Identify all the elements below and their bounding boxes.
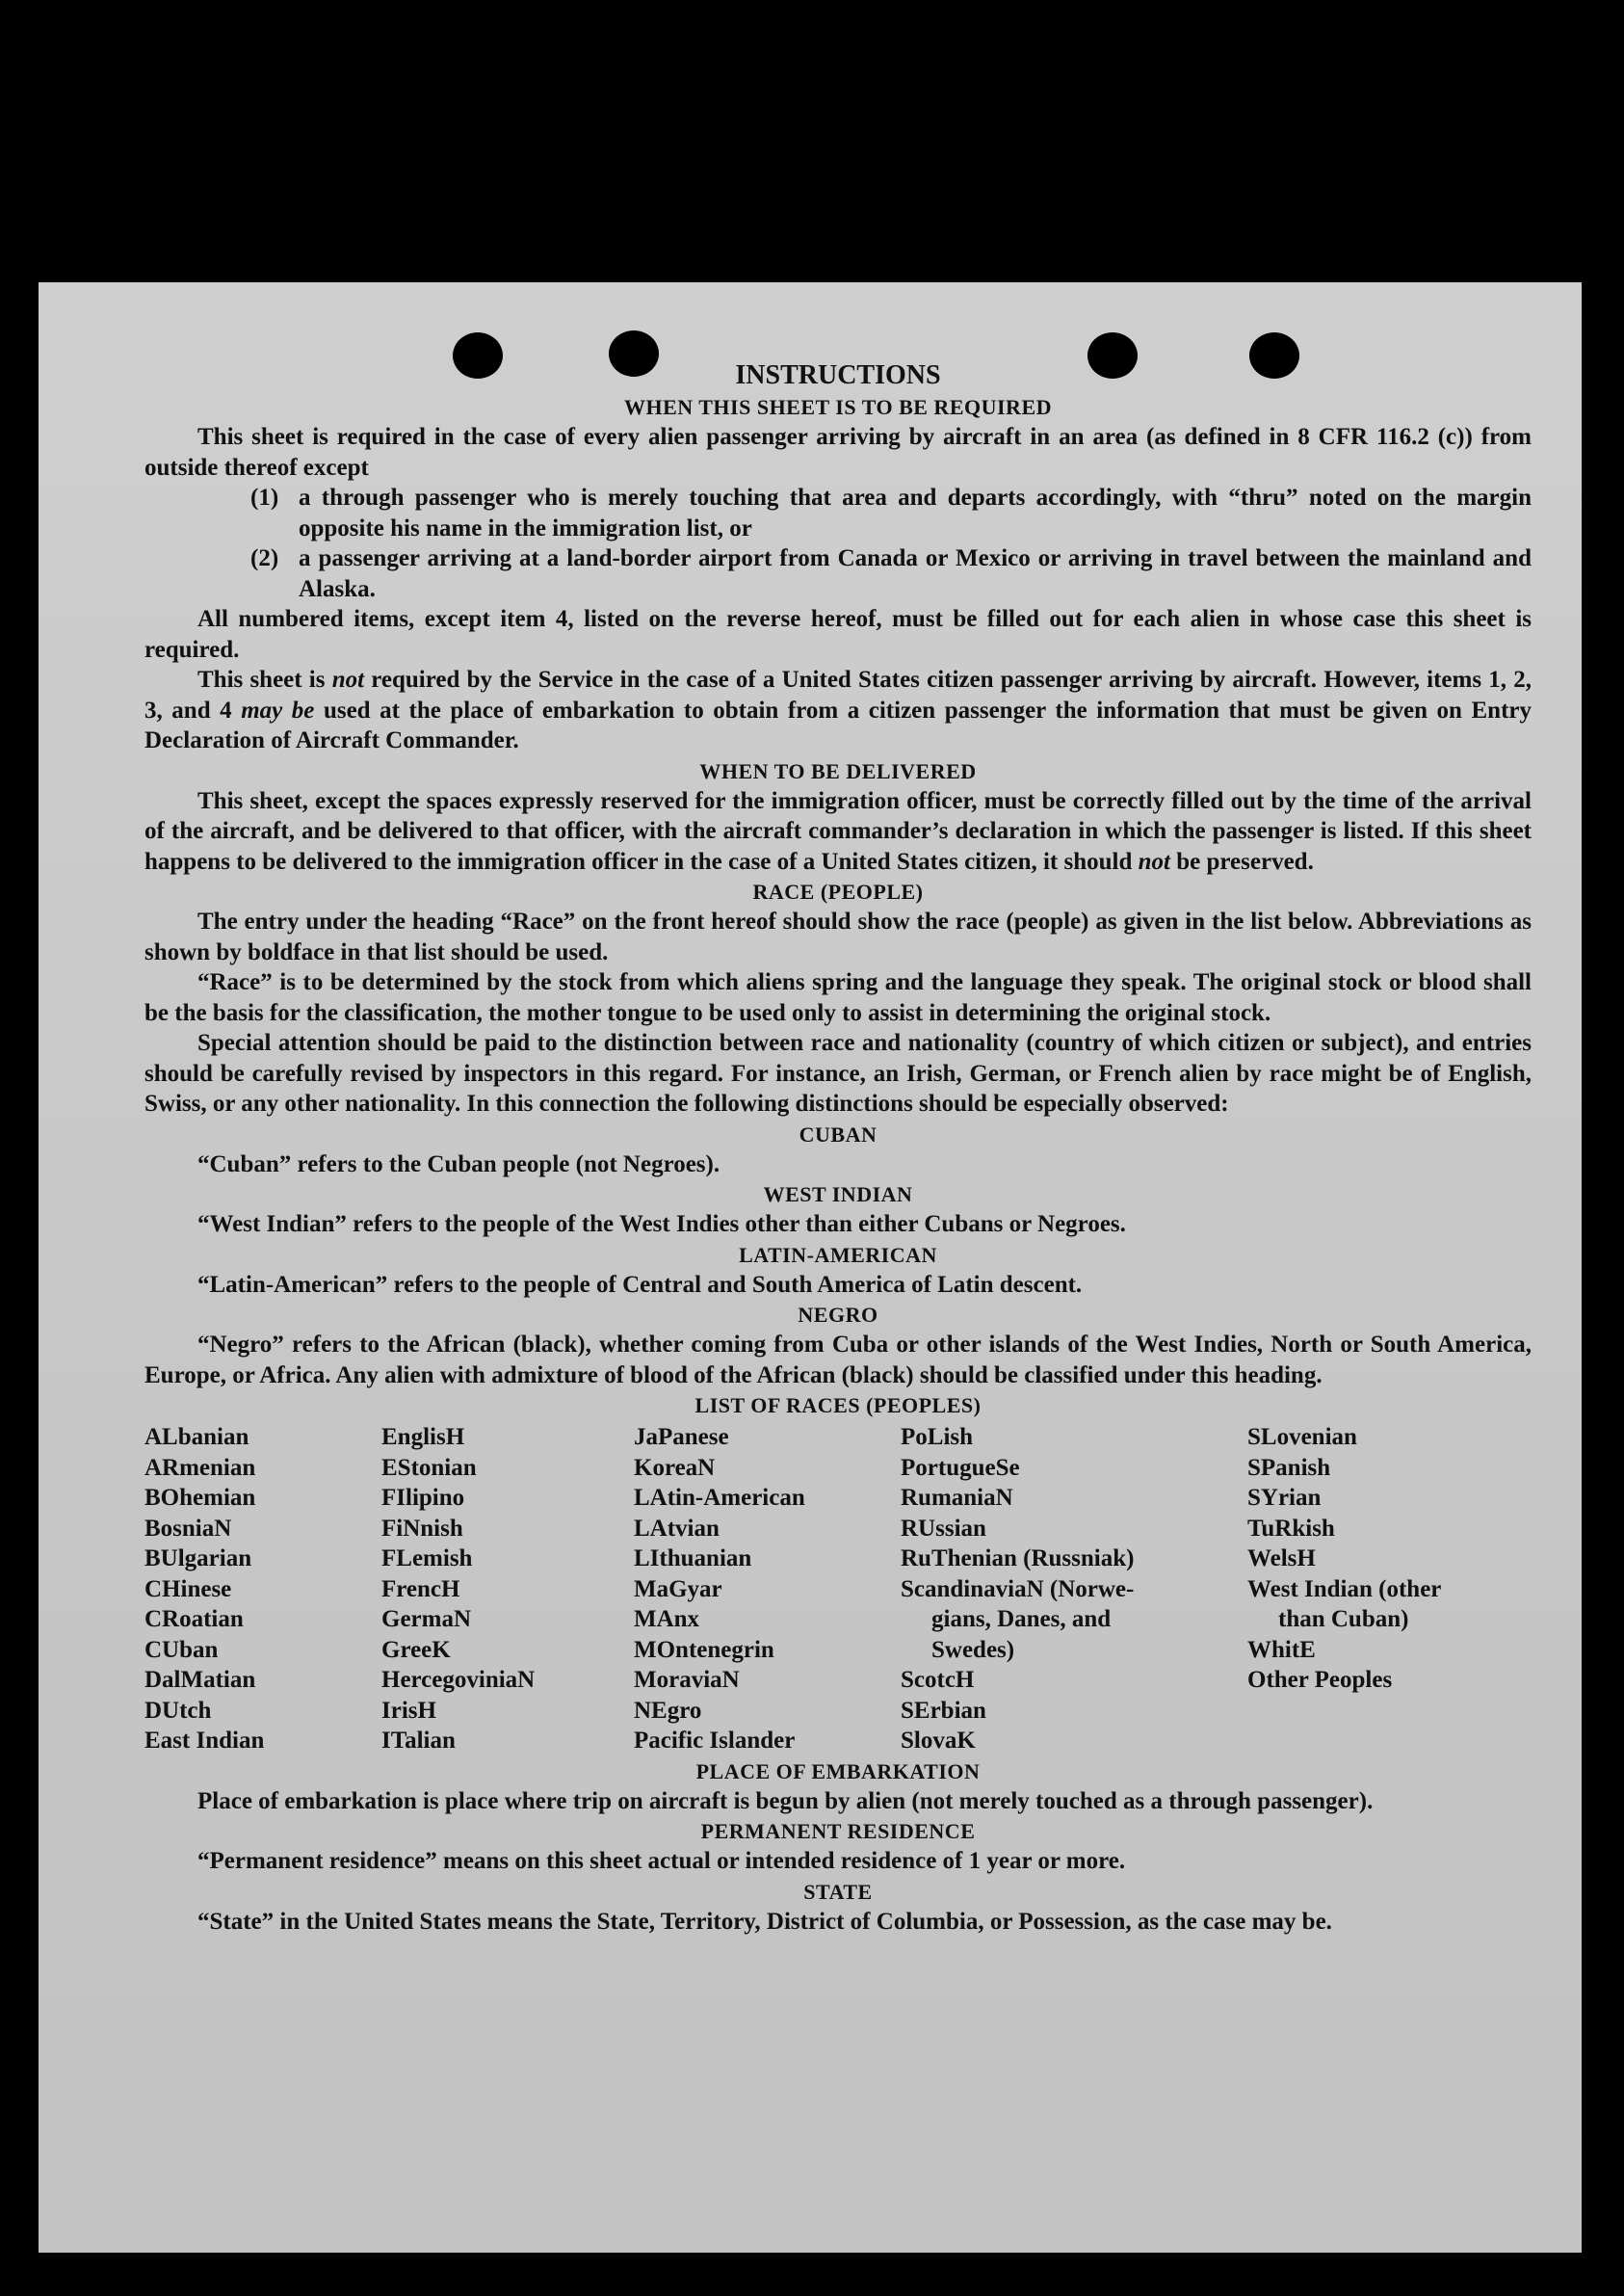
paragraph-required: This sheet is required in the case of every alien passenger arriving by aircraft in an area (as defined in 8 CFR 116.2 (c)) from outside thereof except	[144, 424, 1532, 481]
race-item: LIthuanian	[634, 1545, 752, 1571]
race-item: CHinese	[144, 1575, 232, 1602]
instructions-body	[144, 359, 1532, 1937]
race-item: GreeK	[381, 1636, 451, 1663]
paragraph-delivered: This sheet, except the spaces expressly reserved for the immigration officer, must be correctly filled out by the time of the arrival of the aircraft, and be delivered to that officer, with the aircraft commander’s declaration in which the passenger is listed. If this sheet happens to be delivered to the immigration officer in the case of a United States citizen, it should not be preserved.	[144, 787, 1532, 875]
race-item: MaGyar	[634, 1575, 722, 1602]
heading-race: RACE (PEOPLE)	[752, 880, 924, 904]
paragraph-latin-american: “Latin-American” refers to the people of Central and South America of Latin descent.	[197, 1271, 1083, 1298]
race-item: DUtch	[144, 1697, 212, 1724]
race-item: WhitE	[1247, 1636, 1316, 1663]
heading-latin-american: LATIN-AMERICAN	[739, 1242, 937, 1267]
race-item: JaPanese	[634, 1424, 729, 1450]
race-item: HercegoviniaN	[381, 1667, 536, 1693]
race-item: Pacific Islander	[634, 1728, 796, 1754]
exception-text: a passenger arriving at a land-border airport from Canada or Mexico or arriving in travel between the mainland and Alaska.	[299, 545, 1532, 602]
race-item: BOhemian	[144, 1485, 256, 1511]
race-item: gians, Danes, and	[931, 1606, 1112, 1632]
race-item: West Indian (other	[1247, 1575, 1442, 1602]
race-item: BosniaN	[144, 1515, 232, 1542]
exception-number: (1)	[250, 485, 279, 511]
paragraph-cuban: “Cuban” refers to the Cuban people (not Negroes).	[197, 1150, 720, 1177]
race-item: ScandinaviaN (Norwe-	[901, 1575, 1135, 1602]
paragraph-state: “State” in the United States means the State, Territory, District of Columbia, or Possession, as the case may be.	[197, 1908, 1332, 1935]
race-item: SErbian	[901, 1697, 986, 1724]
race-item: EnglisH	[381, 1424, 465, 1450]
races-column-2	[381, 1422, 634, 1756]
paragraph-race-stock: “Race” is to be determined by the stock from which aliens spring and the language they speak. The original stock or blood shall be the basis for the classification, the mother tongue to be used only to assist in determining the original stock.	[144, 969, 1532, 1026]
race-item: KoreaN	[634, 1454, 716, 1481]
races-list	[144, 1422, 1532, 1756]
race-item: FLemish	[381, 1545, 473, 1571]
race-item: CRoatian	[144, 1606, 244, 1632]
heading-state: STATE	[803, 1879, 873, 1904]
heading-place-of-embarkation: PLACE OF EMBARKATION	[695, 1758, 981, 1783]
race-item: ITalian	[381, 1728, 456, 1754]
race-item: ALbanian	[144, 1424, 249, 1450]
paragraph-embarkation: Place of embarkation is place where trip on aircraft is begun by alien (not merely touched as a through passenger).	[197, 1787, 1374, 1814]
race-item: SPanish	[1247, 1454, 1331, 1481]
exception-text: a through passenger who is merely touching that area and departs accordingly, with “thru” noted on the margin opposite his name in the immigration list, or	[299, 485, 1532, 541]
paragraph-residence: “Permanent residence” means on this sheet actual or intended residence of 1 year or more.	[197, 1848, 1126, 1874]
race-item: RuThenian (Russniak)	[901, 1545, 1135, 1571]
race-item: SLovenian	[1247, 1424, 1357, 1450]
race-item: CUban	[144, 1636, 219, 1663]
heading-negro: NEGRO	[798, 1303, 878, 1327]
paragraph-numbered-items: All numbered items, except item 4, listed on the reverse hereof, must be filled out for each alien in whose case this sheet is required.	[144, 606, 1532, 663]
exception-number: (2)	[250, 545, 279, 571]
page-title: INSTRUCTIONS	[735, 360, 941, 390]
exception-item	[250, 543, 1532, 604]
races-column-4	[901, 1422, 1247, 1756]
race-item: DalMatian	[144, 1667, 256, 1693]
races-column-1	[144, 1422, 381, 1756]
heading-when-required: WHEN THIS SHEET IS TO BE REQUIRED	[623, 395, 1053, 419]
race-item: FrencH	[381, 1575, 460, 1602]
document-page	[39, 282, 1582, 2253]
races-column-3	[634, 1422, 901, 1756]
race-item: TuRkish	[1247, 1515, 1335, 1542]
race-item: LAtvian	[634, 1515, 720, 1542]
heading-permanent-residence: PERMANENT RESIDENCE	[700, 1819, 976, 1843]
race-item: FiNnish	[381, 1515, 463, 1542]
race-item: ARmenian	[144, 1454, 256, 1481]
race-item: NEgro	[634, 1697, 702, 1724]
race-item: LAtin-American	[634, 1485, 805, 1511]
heading-cuban: CUBAN	[799, 1122, 877, 1147]
race-item: RumaniaN	[901, 1485, 1013, 1511]
race-item: EStonian	[381, 1454, 477, 1481]
race-item: FIlipino	[381, 1485, 465, 1511]
heading-when-delivered: WHEN TO BE DELIVERED	[699, 758, 977, 783]
paragraph-negro: “Negro” refers to the African (black), whether coming from Cuba or other islands of the West Indies, North or South America, Europe, or Africa. Any alien with admixture of blood of the African (black) should be classified under this heading.	[144, 1332, 1532, 1388]
race-item: ScotcH	[901, 1667, 975, 1693]
race-item: East Indian	[144, 1728, 265, 1754]
race-item: PoLish	[901, 1424, 974, 1450]
paragraph-race-nationality: Special attention should be paid to the distinction between race and nationality (country of which citizen or subject), and entries should be carefully revised by inspectors in this regard. For instance, an Irish, German, or French alien by race might be of English, Swiss, or any other nationality. In this connection the following distinctions should be especially observed:	[144, 1030, 1532, 1117]
races-column-5	[1247, 1422, 1527, 1756]
race-item: RUssian	[901, 1515, 986, 1542]
paragraph-citizen: This sheet is not required by the Service in the case of a United States citizen passenger arriving by aircraft. However, items 1, 2, 3, and 4 may be used at the place of embarkation to obtain from a citizen passenger the information that must be given on Entry Declaration of Aircraft Commander.	[144, 667, 1532, 753]
race-item: MAnx	[634, 1606, 700, 1632]
race-item: GermaN	[381, 1606, 472, 1632]
race-item: Other Peoples	[1247, 1667, 1393, 1693]
race-item: IrisH	[381, 1697, 436, 1724]
race-item: MOntenegrin	[634, 1636, 774, 1663]
race-item: than Cuban)	[1278, 1606, 1409, 1632]
race-item: WelsH	[1247, 1545, 1316, 1571]
race-item: PortugueSe	[901, 1454, 1020, 1481]
race-item: SYrian	[1247, 1485, 1322, 1511]
race-item: Swedes)	[931, 1636, 1015, 1663]
heading-list-of-races: LIST OF RACES (PEOPLES)	[694, 1393, 982, 1417]
exception-item	[250, 483, 1532, 543]
paragraph-race-entry: The entry under the heading “Race” on the front hereof should show the race (people) as given in the list below. Abbreviations as shown by boldface in that list should be used.	[144, 909, 1532, 965]
race-item: BUlgarian	[144, 1545, 252, 1571]
heading-west-indian: WEST INDIAN	[763, 1182, 913, 1206]
race-item: SlovaK	[901, 1728, 976, 1754]
race-item: MoraviaN	[634, 1667, 740, 1693]
paragraph-west-indian: “West Indian” refers to the people of the West Indies other than either Cubans or Negroes.	[197, 1211, 1126, 1237]
